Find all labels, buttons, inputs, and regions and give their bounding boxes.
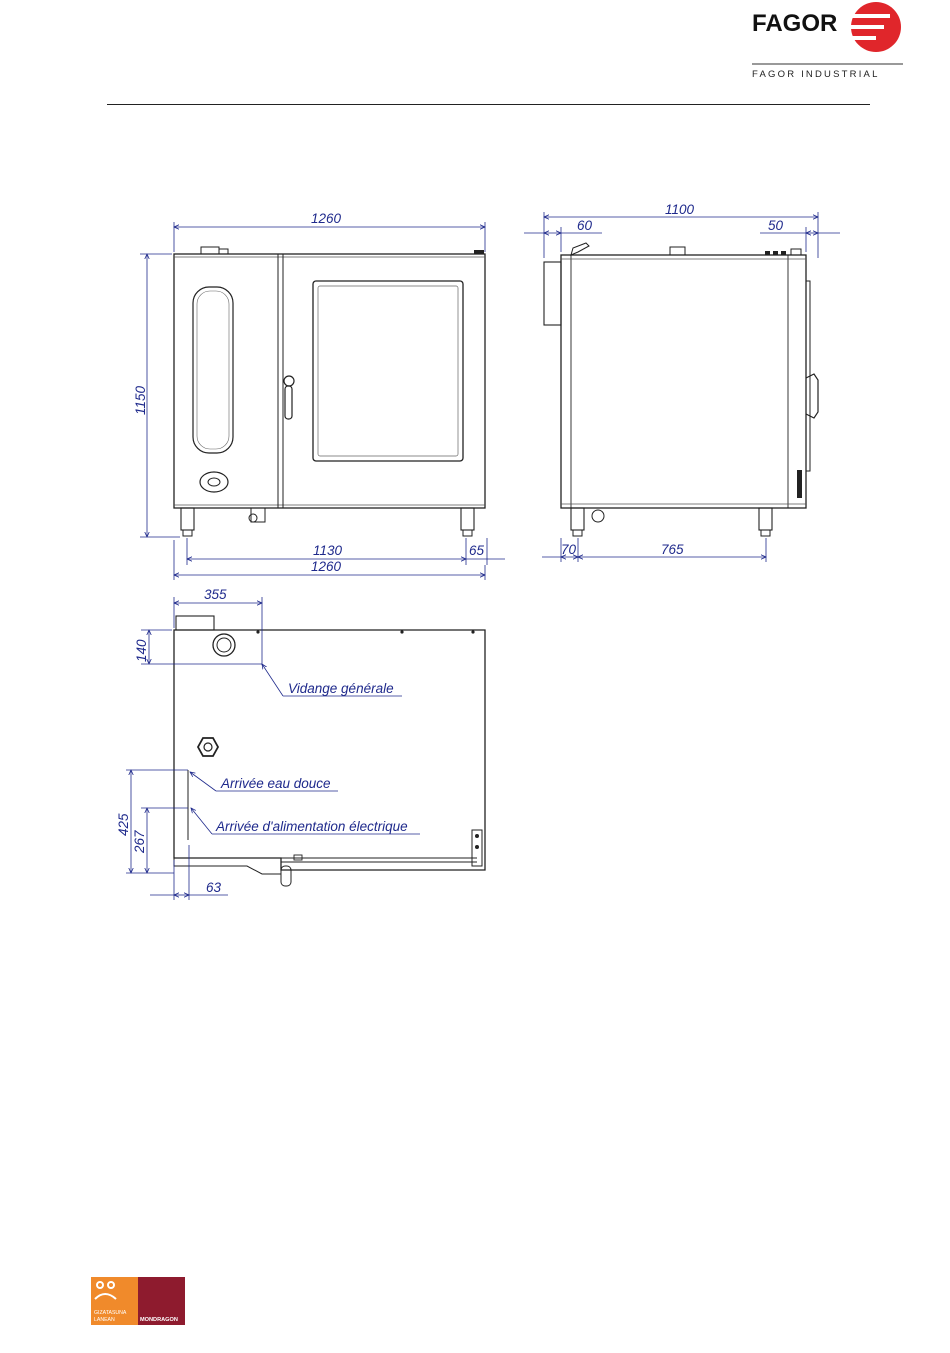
door-handle-icon	[284, 376, 294, 419]
dim-side-depth: 1100	[665, 202, 695, 217]
side-door-handle-icon	[806, 374, 818, 418]
dim-top-edge-offset: 63	[206, 880, 222, 895]
footer-logo-mondragon: MONDRAGON	[140, 1317, 178, 1323]
label-drain: Vidange générale	[288, 681, 394, 696]
dim-top-chimney-depth: 140	[134, 639, 149, 662]
control-knob-icon	[200, 472, 228, 492]
drain-valve-icon	[249, 508, 265, 522]
label-water-inlet: Arrivée eau douce	[221, 776, 331, 791]
water-inlet-icon	[198, 738, 218, 756]
chimney-box	[176, 616, 214, 630]
front-dimensions	[140, 222, 505, 580]
fagor-industrial-label: FAGOR INDUSTRIAL	[752, 69, 880, 80]
side-leg-rear	[571, 508, 584, 530]
dim-side-front-offset: 50	[768, 218, 784, 233]
dim-front-width-bottom: 1260	[311, 559, 342, 574]
dim-top-water-height: 425	[116, 813, 131, 836]
rear-flue-box	[544, 262, 561, 325]
dim-top-chimney-pos: 355	[204, 587, 227, 602]
side-leg-front	[759, 508, 772, 530]
dim-top-power-height: 267	[132, 830, 147, 853]
front-leg-left	[181, 508, 194, 530]
dim-front-width-top: 1260	[311, 211, 342, 226]
front-leg-right	[461, 508, 474, 530]
mondragon-logo	[91, 1277, 185, 1325]
dim-side-rear-offset: 60	[577, 218, 593, 233]
dim-side-leg-rear: 70	[561, 542, 577, 557]
front-view	[174, 247, 485, 536]
door-glass	[313, 281, 463, 461]
dim-front-leg-offset: 65	[469, 543, 485, 558]
top-view	[174, 616, 485, 886]
dim-front-height: 1150	[133, 385, 148, 415]
footer-logo-line1: GIZATASUNA	[94, 1310, 127, 1316]
control-window	[193, 287, 233, 453]
footer-logo-line2: LANEAN	[94, 1317, 115, 1323]
dim-side-leg-span: 765	[661, 542, 684, 557]
top-dimensions	[126, 597, 420, 900]
label-power-inlet: Arrivée d'alimentation électrique	[216, 819, 408, 834]
side-view	[544, 243, 818, 536]
fagor-wordmark: FAGOR	[752, 10, 838, 37]
drain-outlet-icon	[213, 634, 235, 656]
dim-front-base-width: 1130	[313, 543, 343, 558]
